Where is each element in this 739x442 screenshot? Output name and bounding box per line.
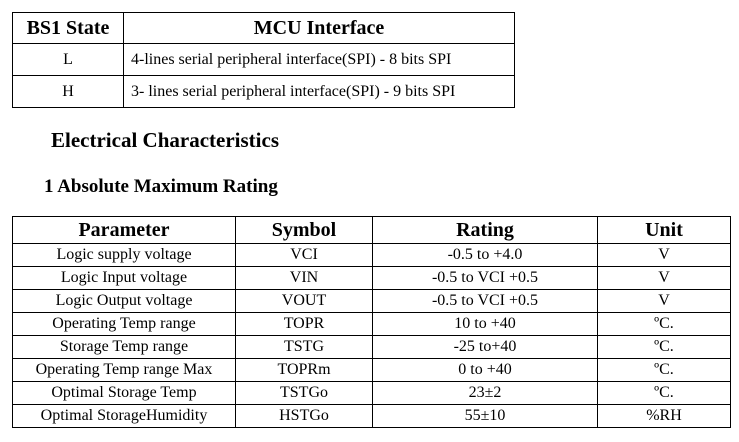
table-cell: VOUT [236, 290, 373, 313]
table-row [13, 313, 731, 336]
table-cell: TSTG [236, 336, 373, 359]
table-cell: VCI [236, 244, 373, 267]
table-cell: V [598, 290, 731, 313]
table-cell: 0 to +40 [373, 359, 598, 382]
absolute-max-rating-table [12, 216, 731, 428]
table-cell: Logic Output voltage [13, 290, 236, 313]
bs1-interface-table [12, 12, 515, 108]
header-symbol: Symbol [236, 217, 373, 244]
header-parameter: Parameter [13, 217, 236, 244]
table-cell: Optimal StorageHumidity [13, 405, 236, 428]
table-cell: Logic Input voltage [13, 267, 236, 290]
table-cell: V [598, 244, 731, 267]
table-cell: -0.5 to VCI +0.5 [373, 290, 598, 313]
table-cell: TOPR [236, 313, 373, 336]
table-row [13, 359, 731, 382]
table-cell: -0.5 to VCI +0.5 [373, 267, 598, 290]
table-cell: VIN [236, 267, 373, 290]
table-cell: 10 to +40 [373, 313, 598, 336]
header-rating: Rating [373, 217, 598, 244]
table-cell: ºC. [598, 359, 731, 382]
table-row [13, 405, 731, 428]
table-row [13, 44, 515, 76]
table-cell: 4-lines serial peripheral interface(SPI) - 8 bits SPI [124, 44, 515, 76]
table-row [13, 336, 731, 359]
header-unit: Unit [598, 217, 731, 244]
table-cell: -25 to+40 [373, 336, 598, 359]
header-bs1-state: BS1 State [13, 13, 124, 44]
table-cell: V [598, 267, 731, 290]
table-cell: ºC. [598, 313, 731, 336]
table-cell: 3- lines serial peripheral interface(SPI) - 9 bits SPI [124, 76, 515, 108]
table-row [13, 76, 515, 108]
table-row [13, 267, 731, 290]
section-title-electrical: Electrical Characteristics [51, 128, 279, 152]
table-cell: L [13, 44, 124, 76]
table-row [13, 290, 731, 313]
header-mcu-interface: MCU Interface [124, 13, 515, 44]
table-cell: Logic supply voltage [13, 244, 236, 267]
table-cell: Optimal Storage Temp [13, 382, 236, 405]
table-cell: %RH [598, 405, 731, 428]
table-cell: TSTGo [236, 382, 373, 405]
table-cell: Storage Temp range [13, 336, 236, 359]
table-cell: Operating Temp range Max [13, 359, 236, 382]
table-header-row [13, 217, 731, 244]
section-title-absolute-max: 1 Absolute Maximum Rating [44, 176, 278, 197]
table-cell: -0.5 to +4.0 [373, 244, 598, 267]
table-header-row [13, 13, 515, 44]
table-row [13, 382, 731, 405]
table-cell: ºC. [598, 336, 731, 359]
table-cell: TOPRm [236, 359, 373, 382]
table-cell: 55±10 [373, 405, 598, 428]
table-cell: H [13, 76, 124, 108]
table-cell: Operating Temp range [13, 313, 236, 336]
table-cell: HSTGo [236, 405, 373, 428]
table-cell: 23±2 [373, 382, 598, 405]
table-row [13, 244, 731, 267]
table-cell: ºC. [598, 382, 731, 405]
